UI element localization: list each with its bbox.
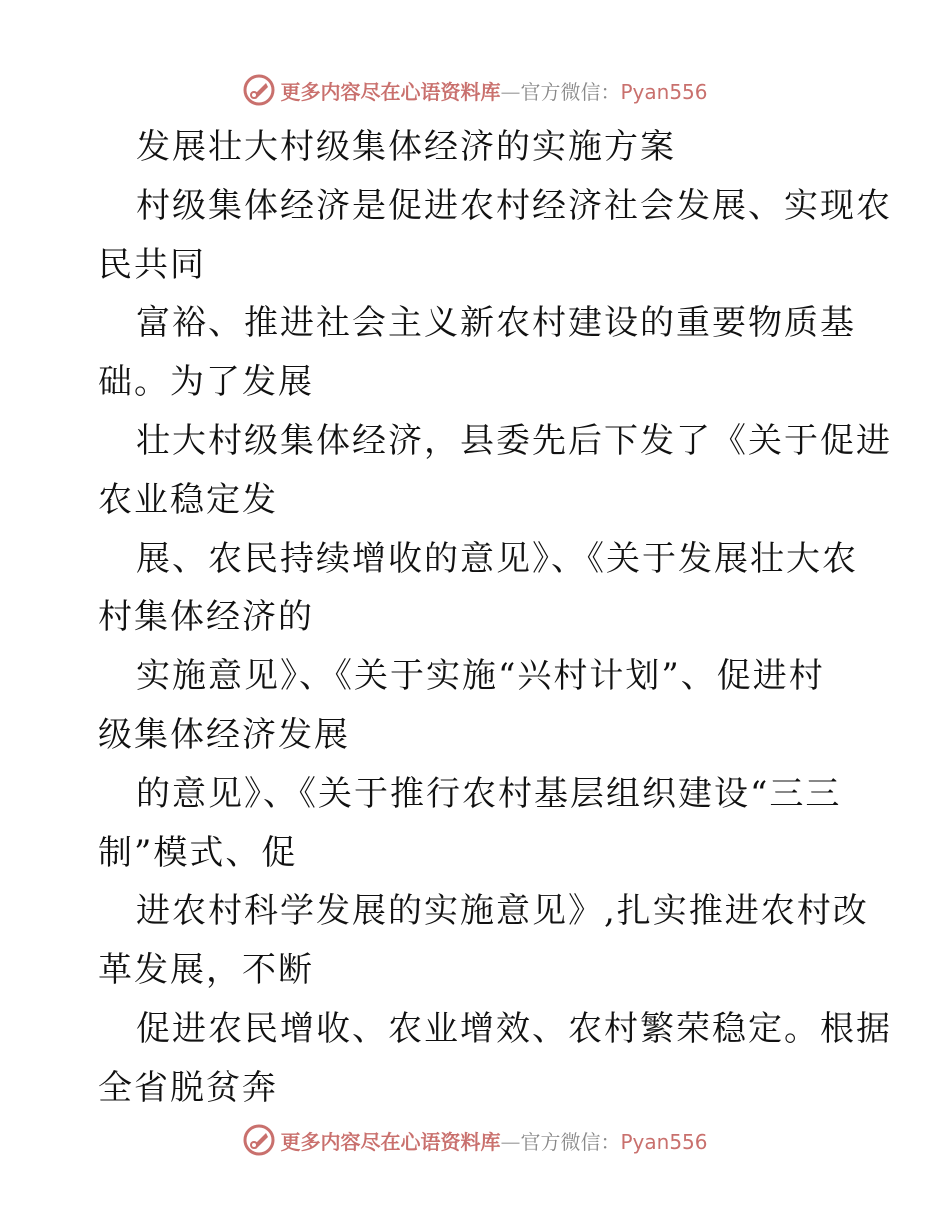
watermark-brand: 更多内容尽在心语资料库 xyxy=(280,79,501,104)
watermark-label: 官方微信： xyxy=(520,1129,621,1154)
text-line: 全省脱贫奔 xyxy=(98,1067,278,1108)
text-line: 革发展，不断 xyxy=(98,950,314,991)
text-line: 壮大村级集体经济，县委先后下发了《关于促进 xyxy=(136,420,892,461)
text-line: 实施意见》、《关于实施“兴村计划”、促进村 xyxy=(136,656,825,697)
text-line: 促进农民增收、农业增效、农村繁荣稳定。根据 xyxy=(136,1008,892,1049)
text-line: 村集体经济的 xyxy=(98,597,314,638)
watermark-brand: 更多内容尽在心语资料库 xyxy=(280,1129,501,1154)
watermark-text xyxy=(280,1126,707,1155)
watermark-handle: Pyan556 xyxy=(620,79,708,104)
quill-logo-icon xyxy=(242,1123,276,1157)
text-line: 村级集体经济是促进农村经济社会发展、实现农 xyxy=(136,185,892,226)
watermark-label: 官方微信： xyxy=(520,79,621,104)
document-body xyxy=(98,118,892,1118)
quill-logo-icon xyxy=(242,73,276,107)
text-line: 制”模式、促 xyxy=(98,832,298,873)
text-line: 的意见》、《关于推行农村基层组织建设“三三 xyxy=(136,773,842,814)
header-watermark xyxy=(0,70,950,110)
text-line: 进农村科学发展的实施意见》,扎实推进农村改 xyxy=(136,891,869,932)
text-line: 富裕、推进社会主义新农村建设的重要物质基 xyxy=(136,303,856,344)
watermark-separator: — xyxy=(500,1129,521,1154)
text-line: 农业稳定发 xyxy=(98,479,278,520)
text-line: 展、农民持续增收的意见》、《关于发展壮大农 xyxy=(136,538,858,579)
text-line: 础。为了发展 xyxy=(98,362,314,403)
watermark-handle: Pyan556 xyxy=(620,1129,708,1154)
footer-watermark xyxy=(0,1120,950,1160)
watermark-separator: — xyxy=(500,79,521,104)
text-line: 发展壮大村级集体经济的实施方案 xyxy=(136,127,676,167)
watermark-text xyxy=(280,76,707,105)
text-line: 级集体经济发展 xyxy=(98,714,350,755)
text-line: 民共同 xyxy=(98,244,206,285)
